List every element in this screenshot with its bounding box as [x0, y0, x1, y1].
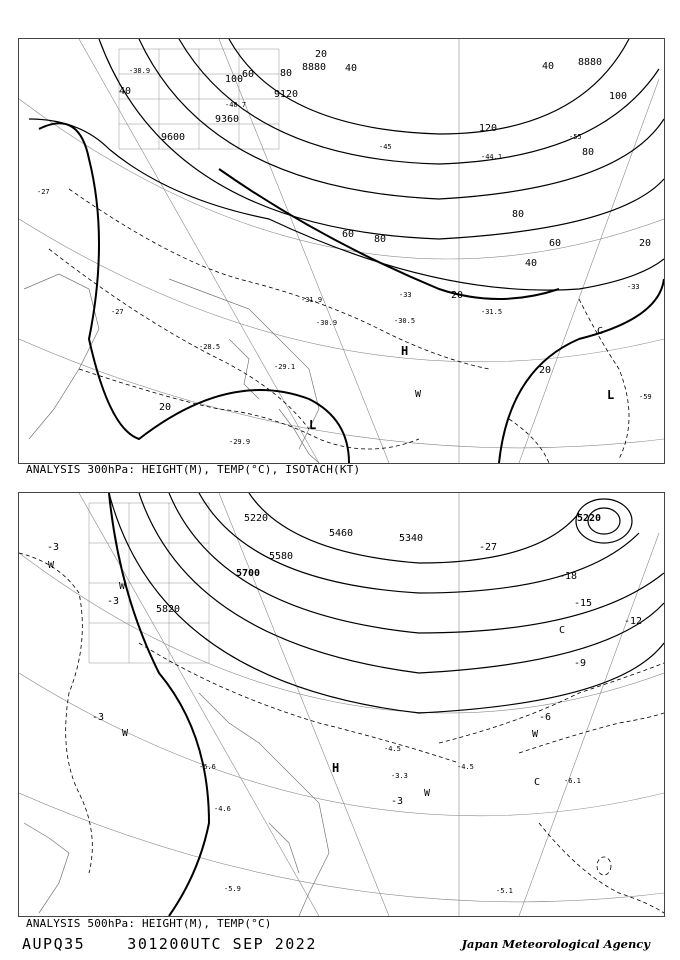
temp-label: -4.6 — [214, 805, 231, 813]
temp-label: -30.9 — [316, 319, 338, 327]
temp-label: -59 — [639, 393, 652, 401]
temp-label: -18 — [559, 571, 578, 582]
map-panel-300hpa — [18, 38, 665, 464]
isotach-label: 80 — [512, 209, 525, 220]
caption-300hpa: ANALYSIS 300hPa: HEIGHT(M), TEMP(°C), ISOTACH(KT) — [26, 463, 361, 476]
isotach-label: 80 — [280, 68, 293, 79]
high-pressure-marker: H — [401, 344, 409, 358]
temperature-contours — [19, 553, 664, 913]
height-labels — [156, 513, 601, 615]
isotach-label: 20 — [315, 49, 328, 60]
height-contours — [29, 39, 664, 290]
temp-label: -15 — [574, 598, 593, 609]
temp-label: -6 — [539, 712, 552, 723]
cold-center-marker: C — [559, 625, 566, 636]
temp-label: -9 — [574, 658, 587, 669]
cold-center-marker: C — [534, 777, 541, 788]
isotach-thick-contours — [39, 123, 664, 463]
temp-label: -5.9 — [224, 885, 241, 893]
temp-label: -29.1 — [274, 363, 296, 371]
temp-label: -27 — [111, 308, 124, 316]
temp-label: -31.9 — [301, 296, 323, 304]
height-label: 5340 — [399, 533, 424, 544]
isotach-label: 40 — [542, 61, 555, 72]
lat-lon-grid — [19, 493, 664, 916]
temp-label: -5.1 — [496, 887, 513, 895]
map-500hpa-graphic — [19, 493, 664, 916]
isotach-label: 100 — [225, 74, 244, 85]
height-label: 8880 — [578, 57, 603, 68]
height-labels — [161, 57, 602, 143]
isotach-label: 20 — [159, 402, 172, 413]
isotach-label: 60 — [242, 69, 255, 80]
temp-label: -28.5 — [199, 343, 221, 351]
coastline — [24, 693, 329, 916]
isotach-label: 60 — [342, 229, 355, 240]
temp-label: -3 — [391, 796, 404, 807]
height-label: 5580 — [269, 551, 294, 562]
isotach-label: 40 — [345, 63, 358, 74]
temperature-labels — [47, 542, 642, 895]
height-label: 9600 — [161, 132, 186, 143]
warm-center-marker: W — [122, 728, 129, 739]
temp-label: -6.6 — [199, 763, 216, 771]
isotach-label: 80 — [582, 147, 595, 158]
temperature-thick-contours — [109, 493, 209, 916]
temp-label: -29.9 — [229, 438, 251, 446]
warm-center-marker: W — [532, 729, 539, 740]
hatched-region — [119, 49, 279, 149]
height-label: 5220 — [244, 513, 269, 524]
temp-label: -55 — [569, 133, 582, 141]
cold-center-marker: C — [597, 326, 604, 337]
temp-label: -4.5 — [457, 763, 474, 771]
temp-label: -12 — [624, 616, 643, 627]
temp-label: -3 — [47, 542, 60, 553]
isotach-label: 20 — [451, 290, 464, 301]
temp-label: -30.5 — [394, 317, 416, 325]
temp-label: -3 — [92, 712, 105, 723]
warm-center-marker: W — [424, 788, 431, 799]
high-pressure-marker: H — [332, 761, 340, 775]
temperature-contours — [49, 189, 629, 463]
low-pressure-marker: L — [309, 418, 317, 432]
height-label: 8880 — [302, 62, 327, 73]
temp-label: -40.7 — [225, 101, 247, 109]
temp-label: -31.5 — [481, 308, 503, 316]
temp-label: -27 — [37, 188, 50, 196]
height-label: 5700 — [236, 568, 261, 579]
isotach-label: 20 — [639, 238, 652, 249]
temp-label: -45 — [379, 143, 392, 151]
isotach-label: 80 — [374, 234, 387, 245]
height-label: 5820 — [156, 604, 181, 615]
isotach-label: 100 — [609, 91, 628, 102]
temp-label: -38.9 — [129, 67, 151, 75]
pressure-systems — [309, 326, 614, 432]
height-label: 9120 — [274, 89, 299, 100]
temp-label: -44.1 — [481, 153, 503, 161]
hatched-region — [89, 503, 209, 663]
temp-label: -33 — [627, 283, 640, 291]
caption-500hpa: ANALYSIS 500hPa: HEIGHT(M), TEMP(°C) — [26, 917, 272, 930]
temp-label: -4.5 — [384, 745, 401, 753]
temp-label: -6.1 — [564, 777, 581, 785]
lat-lon-grid — [19, 39, 664, 463]
height-label: 5460 — [329, 528, 354, 539]
isotach-label: 120 — [479, 123, 498, 134]
warm-center-marker: W — [119, 581, 126, 592]
warm-center-marker: W — [415, 389, 422, 400]
height-label: 5220 — [577, 513, 602, 524]
map-300hpa-graphic — [19, 39, 664, 463]
chart-code-and-time: AUPQ35 301200UTC SEP 2022 — [22, 935, 317, 953]
temp-label: -3 — [107, 596, 120, 607]
height-label: 9360 — [215, 114, 240, 125]
warm-center-marker: W — [48, 560, 55, 571]
low-pressure-marker: L — [607, 388, 615, 402]
temp-label: -33 — [399, 291, 412, 299]
temp-label: -27 — [479, 542, 498, 553]
isotach-label: 20 — [539, 365, 552, 376]
agency-name: Japan Meteorological Agency — [461, 937, 650, 951]
isotach-label: 40 — [119, 86, 132, 97]
isotach-label: 60 — [549, 238, 562, 249]
isotach-label: 40 — [525, 258, 538, 269]
map-panel-500hpa — [18, 492, 665, 917]
temp-label: -3.3 — [391, 772, 408, 780]
pressure-systems — [48, 560, 565, 799]
